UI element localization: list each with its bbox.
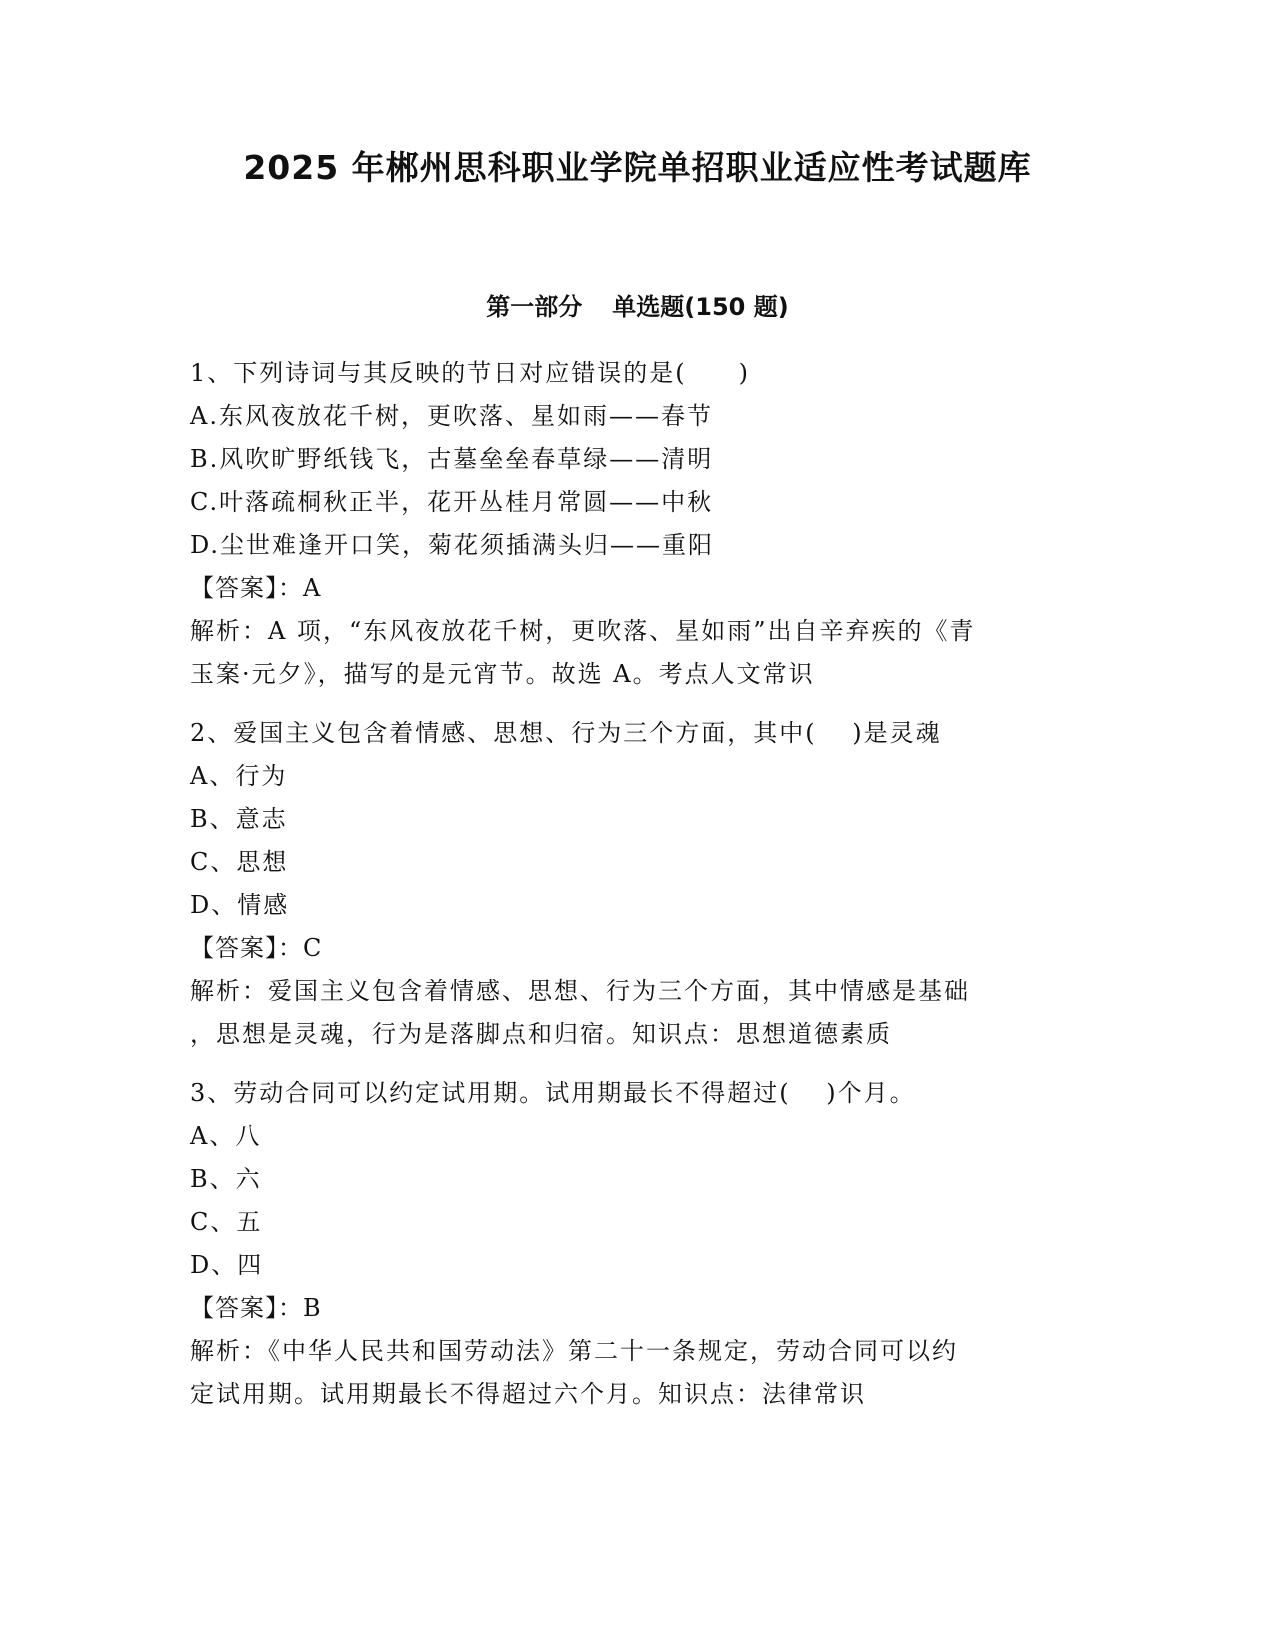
- analysis-line: 解析：爱国主义包含着情感、思想、行为三个方面，其中情感是基础: [190, 977, 970, 1005]
- question-list: [190, 352, 1090, 1432]
- answer-value: C: [303, 934, 324, 962]
- answer-value: A: [303, 574, 323, 602]
- analysis-line: 定试用期。试用期最长不得超过六个月。知识点：法律常识: [190, 1380, 866, 1408]
- question-stem: 3、劳动合同可以约定试用期。试用期最长不得超过( )个月。: [190, 1079, 916, 1107]
- analysis-line: ，思想是灵魂，行为是落脚点和归宿。知识点：思想道德素质: [190, 1020, 892, 1048]
- answer-label: 【答案】：: [190, 934, 303, 962]
- question-1: [190, 352, 1090, 696]
- answer-line: [190, 567, 1090, 610]
- option-b: B、意志: [190, 805, 288, 833]
- option-b: B.风吹旷野纸钱飞，古墓垒垒春草绿——清明: [190, 445, 714, 473]
- analysis-line: 解析：《中华人民共和国劳动法》第二十一条规定，劳动合同可以约: [190, 1337, 958, 1365]
- answer-label: 【答案】：: [190, 1294, 303, 1322]
- answer-value: B: [303, 1294, 323, 1322]
- section-title: 第一部分: [486, 293, 583, 321]
- question-stem: 2、爱国主义包含着情感、思想、行为三个方面，其中( )是灵魂: [190, 719, 942, 747]
- option-b: B、六: [190, 1165, 262, 1193]
- option-c: C、思想: [190, 848, 289, 876]
- analysis-line: 解析：A 项，“东风夜放花千树，更吹落、星如雨”出自辛弃疾的《青: [190, 617, 976, 645]
- section-subtitle: 单选题(150 题): [612, 293, 789, 321]
- option-a: A、八: [190, 1122, 262, 1150]
- question-3: [190, 1072, 1090, 1416]
- option-d: D、情感: [190, 891, 290, 919]
- option-a: A、行为: [190, 762, 288, 790]
- answer-line: [190, 1287, 1090, 1330]
- option-c: C.叶落疏桐秋正半，花开丛桂月常圆——中秋: [190, 488, 714, 516]
- answer-label: 【答案】：: [190, 574, 303, 602]
- question-stem: 1、下列诗词与其反映的节日对应错误的是( ): [190, 359, 750, 387]
- analysis-line: 玉案·元夕》，描写的是元宵节。故选 A。考点人文常识: [190, 660, 815, 688]
- option-d: D、四: [190, 1251, 264, 1279]
- document-title: 2025 年郴州思科职业学院单招职业适应性考试题库: [243, 148, 1032, 187]
- option-a: A.东风夜放花千树，更吹落、星如雨——春节: [190, 402, 713, 430]
- question-2: [190, 712, 1090, 1056]
- option-c: C、五: [190, 1208, 263, 1236]
- section-heading: [0, 292, 1275, 322]
- answer-line: [190, 927, 1090, 970]
- option-d: D.尘世难逢开口笑，菊花须插满头归——重阳: [190, 531, 715, 559]
